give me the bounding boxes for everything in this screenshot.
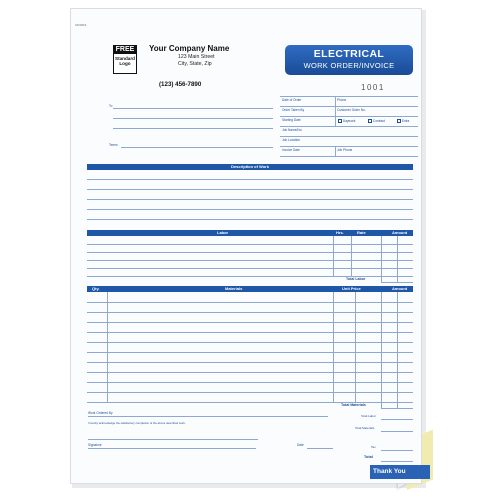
to-line-2[interactable] <box>113 118 273 119</box>
qty-col-header: Qty. <box>92 286 100 291</box>
date-line[interactable] <box>307 448 333 449</box>
total-line[interactable] <box>381 461 413 462</box>
company-street: 123 Main Street <box>178 54 215 60</box>
rate-col-header: Rate <box>357 230 366 235</box>
job-phone-field[interactable]: Job Phone <box>337 148 353 152</box>
hrs-col-header: Hrs. <box>336 230 344 235</box>
date-label: Date <box>297 443 304 447</box>
daywork-label: Daywork <box>342 119 356 124</box>
date-of-order-field[interactable]: Date of Order <box>282 98 302 102</box>
signature-line[interactable] <box>88 448 256 449</box>
logo-free-text: FREE <box>115 46 135 53</box>
labor-table-header <box>87 230 413 236</box>
materials-col-header: Materials <box>225 286 243 291</box>
form-title: ELECTRICAL <box>313 48 385 60</box>
description-header: Description of Work <box>87 164 413 170</box>
starting-date-field[interactable]: Starting Date <box>282 118 301 122</box>
order-taken-by-field[interactable]: Order Taken By <box>282 108 305 112</box>
acknowledge-text: I hereby acknowledge the satisfactory completion of the above described work. <box>88 421 186 425</box>
work-ordered-by-label: Work Ordered By <box>88 411 113 415</box>
form-subtitle: WORK ORDER/INVOICE <box>303 61 395 70</box>
extra-checkbox[interactable] <box>397 119 409 123</box>
total-materials-label: Total Materials <box>341 403 366 407</box>
company-phone: (123) 456-7890 <box>159 81 202 88</box>
total-label: Total <box>364 455 373 459</box>
to-line-3[interactable] <box>113 128 273 129</box>
form-code: CDS519 <box>75 23 87 27</box>
thank-you-banner: Thank You <box>370 465 430 479</box>
customer-order-no-field[interactable]: Customer Order No. <box>337 108 366 112</box>
materials-amount-col-header: Amount <box>392 286 408 291</box>
contract-label: Contract <box>372 119 385 124</box>
daywork-checkbox[interactable] <box>338 119 355 123</box>
tax-label: Tax <box>371 445 376 449</box>
materials-table-header <box>87 286 413 292</box>
contract-checkbox[interactable] <box>368 119 385 123</box>
summary-total-materials-line[interactable] <box>381 431 413 432</box>
logo-logo-text: Logo <box>119 61 131 66</box>
company-city: City, State, Zip <box>178 61 212 67</box>
to-label: To <box>109 104 113 108</box>
summary-total-labor-label: Total Labor <box>361 414 376 418</box>
summary-total-materials-label: Total Materials <box>355 426 375 430</box>
to-line-1[interactable] <box>113 108 273 109</box>
extra-label: Extra <box>401 119 410 124</box>
summary-total-labor-line[interactable] <box>381 419 413 420</box>
form-title-banner <box>285 45 413 75</box>
unit-price-col-header: Unit Price <box>342 286 361 291</box>
terms-label: Terms <box>109 143 118 147</box>
total-labor-label: Total Labor <box>346 277 366 281</box>
phone-field[interactable]: Phone <box>337 98 347 102</box>
signature-label: Signature <box>88 443 102 447</box>
logo-standard-text: Standard <box>115 56 135 61</box>
ack-line[interactable] <box>88 439 258 440</box>
amount-col-header: Amount <box>392 230 408 235</box>
labor-col-header: Labor <box>217 230 229 235</box>
job-location-field[interactable]: Job Location <box>282 138 301 142</box>
company-name: Your Company Name <box>149 44 230 53</box>
job-name-field[interactable]: Job Name/No. <box>282 128 303 132</box>
work-ordered-by-line[interactable] <box>88 416 328 417</box>
invoice-date-field[interactable]: Invoice Date <box>282 148 300 152</box>
form-number: 1001 <box>361 83 385 92</box>
company-logo <box>113 45 137 74</box>
tax-line[interactable] <box>381 450 413 451</box>
work-order-form <box>70 8 422 484</box>
terms-line[interactable] <box>121 147 273 148</box>
